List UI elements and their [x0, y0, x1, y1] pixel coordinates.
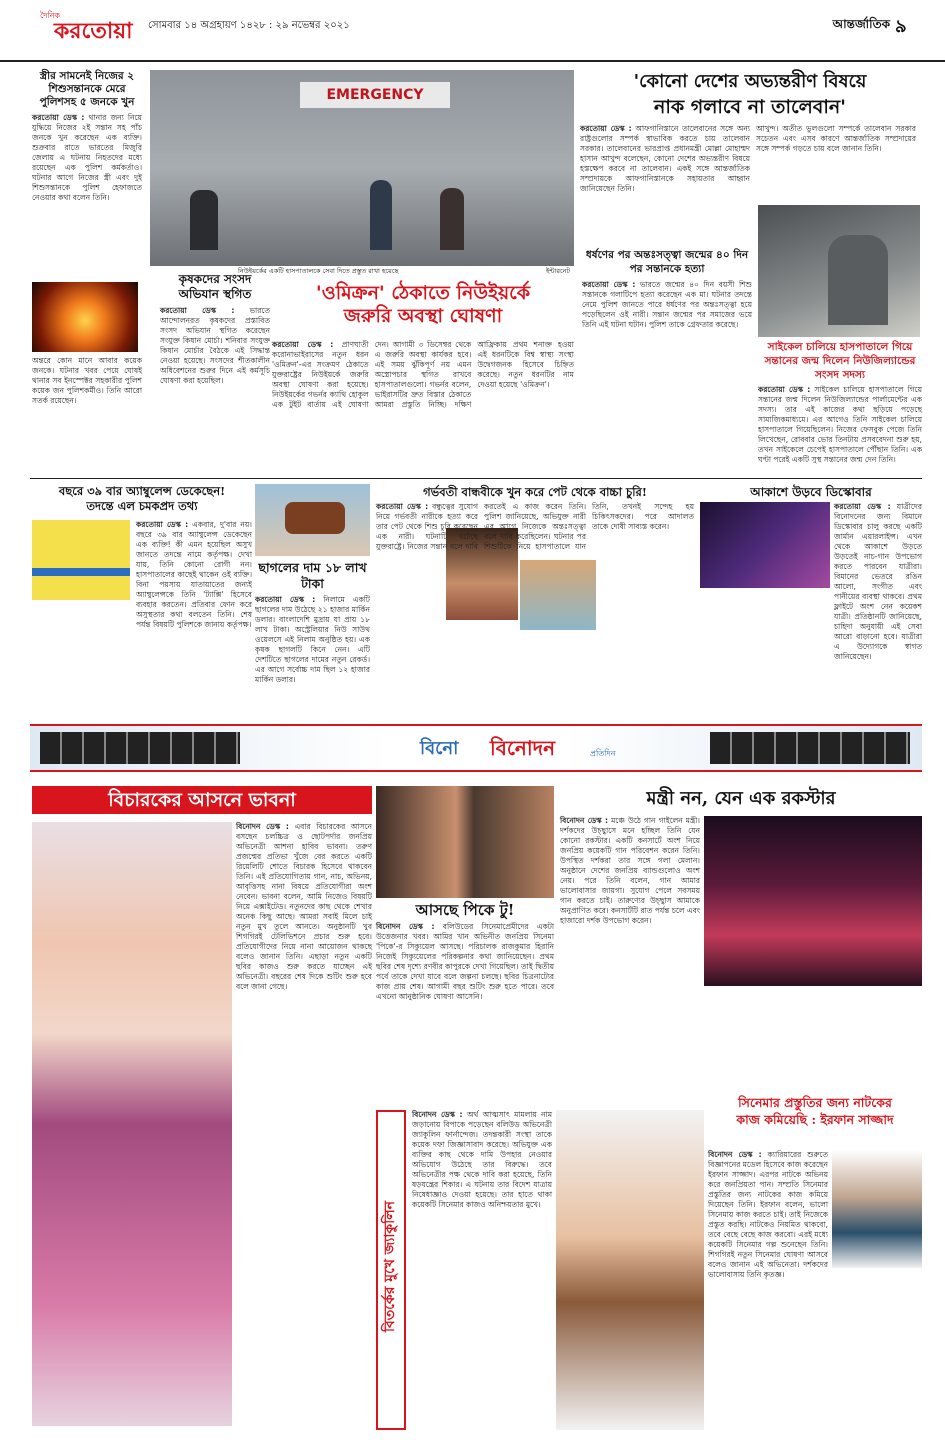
logo: [40, 10, 140, 46]
logo-text: করতোয়া: [54, 18, 133, 44]
story-taleban-headline-1: 'কোনো দেশের অভ্যন্তরীণ বিষয়ে: [633, 71, 867, 92]
logo-small: দৈনিক: [40, 11, 61, 20]
story-farmers-headline: কৃষকদের সংসদ অভিযান স্থগিত: [178, 272, 252, 301]
banner-sublabel: প্রতিদিন: [590, 749, 616, 758]
entertainment-banner: [30, 724, 922, 772]
page-number: ৯: [895, 16, 907, 37]
story-irfan-byline: বিনোদন ডেস্ক :: [708, 1150, 762, 1159]
story-irfan-text: [708, 1150, 828, 1432]
story-pk2-headline: আসছে পিকে টু!: [415, 901, 515, 919]
story-goat-headline: ছাগলের দাম ১৮ লাখ টাকা: [258, 560, 367, 591]
story-ambulance-body: একবার, দু'বার নয়। বছরে ৩৯ বার অ্যাম্বুলেন্স ডেকেছেন এক ব্যক্তি! কী এমন হয়েছিল অসুখ জানতে তদন্তে নামে কর্তৃপক্ষ। দেখা যায়, তিনি কোনো রোগী নন। হাসপাতালের কাছেই থাকেন ওই ব্যক্তি। বিনা পয়সায় যাতায়াতের জন্যই অ্যাম্বুলেন্সকে তিনি 'ট্যাক্সি' হিসেবে ব্যবহার করতেন। প্রতিবার ফোন করে অসুস্থতার কথা বলতেন তিনি। শেষ পর্যন্ত বিষয়টি পুলিশকে জানায় কর্তৃপক্ষ।: [136, 520, 252, 629]
story-farmers-body: ভারতে আন্দোলনরত কৃষকদের প্রস্তাবিত সংসদ অভিযান স্থগিত করেছেন সংযুক্ত কিষান মোর্চা। শনিবার সংযুক্ত কিষান মোর্চার বৈঠকে এই সিদ্ধান্ত নেওয়া হয়েছে। সংসদের শীতকালীন অধিবেশনের শুরুর দিনে এই কর্মসূচি ঘোষণা করা হয়েছিল।: [160, 306, 270, 385]
story-disco-body: যাত্রীদের বিনোদনের জন্য বিমানে ডিস্কোবার চালু করছে একটি জার্মান এয়ারলাইন্স। এখন থেকে আকাশে উড়তে উড়তেই নাচ-গান উপভোগ করতে পারবেন যাত্রীরা। বিমানের ভেতরে রঙিন আলো, সংগীত এবং পানীয়ের ব্যবস্থা থাকবে। প্রথম ফ্লাইটে অংশ নেন কয়েকশ যাত্রী। প্রতিষ্ঠানটি জানিয়েছে, চাহিদা অনুযায়ী এই সেবা আরো বাড়ানো হবে। যাত্রীরা এ উদ্যোগকে স্বাগত জানিয়েছেন।: [834, 502, 922, 661]
story-farmers: [160, 272, 270, 422]
story-pregnant-byline: করতোয়া ডেস্ক :: [376, 502, 429, 511]
story-taleban-body2: আখুন্দ। অতীত ভুলগুলো সম্পর্কে তালেবান সরকার সচেতন এবং এসব কারণে আন্তর্জাতিক সম্প্রদায়ের সঙ্গে সম্পর্ক গড়তে চায় বলে জানান তিনি।: [756, 124, 916, 153]
section-label: আন্তর্জাতিক: [832, 17, 890, 31]
story-disco-headline: আকাশে উড়বে ডিস্কোবার: [750, 485, 872, 499]
emergency-photo: [150, 70, 574, 266]
story-cycle-mp-body: সাইকেল চালিয়ে হাসপাতালে গিয়ে সন্তানের জন্ম দিলেন নিউজিল্যান্ডের পার্লামেন্টের এক সদস্য। তার এই কাজের কথা ছড়িয়ে পড়েছে সামাজিকমাধ্যমে। এর আগেও তিনি সাইকেল চালিয়ে হাসপাতালে গিয়েছিলেন। নিজের ফেসবুক পেজে তিনি লিখেছেন, রোববার ভোর তিনটায় প্রসববেদনা শুরু হয়, তখন সাইকেলে চেপেই হাসপাতালে পৌঁছান তিনি। এক ঘণ্টা পরেই একটি সুস্থ সন্তানের জন্ম দেন তিনি।: [758, 385, 922, 464]
film-strip-left: [40, 732, 240, 764]
concert-photo: [704, 816, 922, 986]
story-newborn-headline: ধর্ষণের পর অন্তঃসত্ত্বা জন্মের ৪০ দিন পর সন্তানকে হত্যা: [585, 249, 749, 275]
story-disco-byline: করতোয়া ডেস্ক :: [834, 502, 891, 511]
pk-photo: [376, 786, 554, 898]
story-newborn-byline: করতোয়া ডেস্ক :: [582, 280, 636, 289]
story-omicron-headline-2: জরুরি অবস্থা ঘোষণা: [343, 305, 503, 327]
story-omicron-body: প্রাণঘাতী করোনাভাইরাসের নতুন ধরন 'ওমিক্রন'-এর সংক্রমণ ঠেকাতে যুক্তরাষ্ট্রের নিউইয়র্কে জরুরি অবস্থা ঘোষণা করা হয়েছে। নিউইয়র্কের গভর্নর ক্যাথি হোকুল এক টুইট বার্তায় এই ঘোষণা দেন। আগামী ৩ ডিসেম্বর থেকে এ জরুরি অবস্থা কার্যকর হবে। এই সময় ঝুঁকিপূর্ণ নয় এমন অস্ত্রোপচার স্থগিত রাখবে হাসপাতালগুলো। গভর্নর বলেন, ভাইরাসটির দ্রুত বিস্তার ঠেকাতে আমরা প্রস্তুতি নিচ্ছি। দক্ষিণ আফ্রিকায় প্রথম শনাক্ত হওয়া এই ধরনটিকে বিশ্ব স্বাস্থ্য সংস্থা উদ্বেগজনক হিসেবে চিহ্নিত করেছে। নতুন ধরনটির নাম দেওয়া হয়েছে 'ওমিক্রন'।: [272, 340, 574, 409]
story-ambulance-text: [136, 520, 252, 629]
goat-image: [255, 484, 370, 556]
story-vabona-text: [236, 822, 372, 1422]
story-cycle-mp-byline: করতোয়া ডেস্ক :: [758, 385, 811, 394]
story-omicron-text: [272, 340, 574, 470]
story-murder-byline: করতোয়া ডেস্ক :: [32, 113, 85, 122]
masthead: [0, 0, 945, 62]
story-pk2: [376, 900, 554, 920]
date-line: সোমবার ১৪ অগ্রহায়ণ ১৪২৮ : ২৯ নভেম্বর ২০২১: [148, 20, 350, 31]
film-strip-right: [710, 732, 910, 764]
jacqueline-photo: [556, 1110, 704, 1430]
ambulance-image: [32, 520, 130, 600]
story-cycle-mp-headline: সাইকেল চালিয়ে হাসপাতালে গিয়ে সন্তানের জন্ম দিলেন নিউজিল্যান্ডের সংসদ সদস্য: [764, 341, 916, 381]
banner-label-right: বিনোদন: [490, 736, 556, 760]
jacqueline-vertical-head: [376, 1110, 406, 1430]
story-vabona-body: এবার বিচারকের আসনে বসছেন চলচ্চিত্র ও ছোটপর্দার জনপ্রিয় অভিনেত্রী আশনা হাবিব ভাবনা। তরুণ প্রজন্মের প্রতিভা খুঁজে বের করতে একটি রিয়েলিটি শোতে বিচারক হিসেবে থাকবেন তিনি। এই প্রতিযোগিতায় গান, নাচ, অভিনয়, আবৃত্তিসহ নানা বিষয়ে প্রতিযোগীরা অংশ নেবেন। ভাবনা বলেন, আমি নিজেও বিষয়টি নিয়ে এক্সাইটেড। নতুনদের কাছ থেকে শেখার অনেক কিছু আছে। আমরা সবাই মিলে চাই নতুন মুখ তুলে আনতে। অনুষ্ঠানটি খুব শিগগিরই টেলিভিশনে প্রচার শুরু হবে। প্রতিযোগীদের নিয়ে নানা আয়োজন থাকছে বলেও জানান তিনি। এছাড়া নতুন একটি ছবির কাজও শুরু করতে যাচ্ছেন এই অভিনেত্রী। বছরের শেষ দিকে শুটিং শুরু হবে বলে জানা গেছে।: [236, 822, 372, 991]
story-minister-headline: মন্ত্রী নন, যেন এক রকস্টার: [646, 788, 836, 809]
story-taleban-byline: করতোয়া ডেস্ক :: [580, 124, 632, 133]
story-murder-headline: স্ত্রীর সামনেই নিজের ২ শিশুসন্তানকে মেরে পুলিশসহ ৫ জনকে খুন: [39, 70, 135, 108]
photo-credit: ইন্টারনেট: [546, 267, 570, 275]
story-murder-body: থানার জন্য নিয়ে যুদ্ধিয়ে নিজের ২ই সন্তান সহ পাঁচ জনকে খুন করেছেন এক ব্যক্তি। শুক্রবার রাতে ভারতের মিজুরি জেলায় এ ঘটনায় নিহতদের মধ্যে রয়েছেন এক পুলিশ কর্মকর্তাও। ঘটনার আগে নিজের স্ত্রী এবং দুই শিশুসন্তানকে পুলিশ হেফাজতে নেওয়ার কথা বলেন তিনি।: [32, 113, 142, 202]
story-taleban-body: আফগানিস্তানে তালেবানের সঙ্গে অন্য রাষ্ট্রগুলোর সম্পর্ক স্বাভাবিক করতে চায় তালেবান সরকার। তালেবানের ভারপ্রাপ্ত প্রধানমন্ত্রী মোল্লা মোহাম্মদ হাসান আখুন্দ বলেছেন, কোনো দেশের অভ্যন্তরীণ বিষয়ে হস্তক্ষেপ করবে না তালেবান। একই সঙ্গে আন্তর্জাতিক সম্প্রদায়কে আফগানিস্তানকে সহায়তার আহ্বান জানিয়েছেন তিনি।: [580, 124, 750, 193]
story-pk2-body: বলিউডের সিনেমাপ্রেমীদের একটা উত্তেজনার খবর। আমির খান অভিনীত জনপ্রিয় সিনেমা 'পিকে'-র সিক্যুয়েল আসছে। পরিচালক রাজকুমার হিরানি নিজেই সিক্যুয়েলের পরিকল্পনার কথা জানিয়েছেন। প্রথম ছবির শেষ দৃশ্যে রণবীর কাপুরকে দেখা গিয়েছিল। তাই দ্বিতীয় পর্বে তাকে দেখা যাবে বলে জল্পনা চলছে। ছবির চিত্রনাট্যের কাজ প্রায় শেষ। আগামী বছর শুটিং শুরু হতে পারে। তবে এখনো আনুষ্ঠানিক ঘোষণা আসেনি।: [376, 922, 554, 1001]
story-irfan-headline-1: সিনেমার প্রস্তুতির জন্য নাটকের: [738, 1095, 892, 1110]
fire-story-body: অন্তরে কোন মানে আবার কয়েক জনকে। ঘটনার খবর পেয়ে ঘোষই থানার সব ইনস্পেক্টর সহকারীর পুলিশ কয়েক জন পুলিশকর্মীও। তিনি আরো সতর্ক রয়েছেন।: [32, 356, 142, 405]
banner-label-left: বিনো: [420, 738, 459, 759]
disco-photo: [700, 502, 830, 588]
photo-caption: নিউইয়র্কের একটি হাসপাতালকে সেবা দিতে প্রস্তুত রাখা হয়েছে: [238, 267, 399, 275]
story-omicron-byline: করতোয়া ডেস্ক :: [272, 340, 334, 349]
story-jacqueline-body: অর্থ আত্মসাৎ মামলায় নাম জড়ানোয় বিপাকে পড়েছেন বলিউড অভিনেত্রী জ্যাকুলিন ফার্নান্দেজ। তদন্তকারী সংস্থা তাকে কয়েক দফা জিজ্ঞাসাবাদ করেছে। অভিযুক্ত এক ব্যক্তির কাছ থেকে দামি উপহার নেওয়ার অভিযোগ উঠেছে তার বিরুদ্ধে। তবে অভিনেত্রীর পক্ষ থেকে দাবি করা হয়েছে, তিনি ষড়যন্ত্রের শিকার। এ ঘটনায় তার বিদেশ যাত্রায় নিষেধাজ্ঞাও দেওয়া হয়েছে। তার হাতে থাকা কয়েকটি সিনেমার কাজও অনিশ্চয়তার মুখে।: [412, 1110, 553, 1209]
story-goat: [255, 560, 370, 720]
story-irfan: [708, 1094, 922, 1154]
story-jacqueline-byline: বিনোদন ডেস্ক :: [412, 1110, 463, 1119]
story-vabona-headline: বিচারকের আসনে ভাবনা: [32, 786, 372, 814]
story-jacqueline-text: [412, 1110, 552, 1430]
story-pk2-byline: বিনোদন ডেস্ক :: [376, 922, 435, 931]
story-irfan-headline-2: কাজ কমিয়েছি : ইরফান সাজ্জাদ: [736, 1112, 894, 1127]
vabona-photo: [32, 822, 232, 1426]
jacqueline-headline: বিতর্কের মুখে জ্যাকুলিন: [382, 1201, 398, 1333]
story-newborn-body: ভারতে জন্মের ৪০ দিন বয়সী শিশু সন্তানকে গলাটিপে হত্যা করেছেন এক মা। ঘটনার তদন্তে নেমে পুলিশ জানতে পারে ধর্ষণের পর অন্তঃসত্ত্বা হয়ে পড়েছিলেন ওই নারী। সন্তান জন্মের পর সমাজের ভয়ে তিনি এই ঘটনা ঘটান। পুলিশ তাকে গ্রেফতার করেছে।: [582, 280, 752, 329]
story-pregnant-body: বন্ধুত্বের সুযোগ নিয়ে গর্ভবতী নারীকে হত্যা করে তার পেট থেকে শিশু চুরি করেছেন এক নারী। ঘটনাটি ঘটেছে যুক্তরাষ্ট্রে। নিজের সন্তান বলে দাবি করতেই এ কাজ করেন তিনি। পুলিশ জানিয়েছে, অভিযুক্ত নারী এর আগে নিজেকে অন্তঃসত্ত্বা বলে দাবি করেছিলেন। ঘটনার পর শিশুটিকে নিয়ে হাসপাতালে যান তিনি, তখনই সন্দেহ হয় চিকিৎসকদের। পরে আদালত তাকে দোষী সাব্যস্ত করেন।: [376, 502, 694, 551]
story-ambulance-headline-1: বছরে ৩৯ বার অ্যাম্বুলেন্স ডেকেছেন!: [58, 484, 226, 498]
story-pk2-text: [376, 922, 554, 1018]
story-minister-body: মঞ্চে উঠে গান গাইলেন মন্ত্রী। দর্শকদের উচ্ছ্বাসে মনে হচ্ছিল তিনি যেন কোনো রকস্টার। একটি কনসার্টে অংশ নিয়ে জনপ্রিয় কয়েকটি গান পরিবেশন করেন তিনি। উপস্থিত দর্শকরা তার সঙ্গে গলা মেলান। অনুষ্ঠানে দেশের জনপ্রিয় ব্যান্ডগুলোও অংশ নেয়। পরে তিনি বলেন, গান আমার ভালোবাসার জায়গা। সুযোগ পেলে সবসময় গান করতে চাই। তারুণ্যের উচ্ছ্বাস আমাকে অনুপ্রাণিত করে। কনসার্টটি রাত পর্যন্ত চলে এবং হাজারো দর্শক উপভোগ করেন।: [560, 816, 700, 925]
story-goat-body: নিলামে একটি ছাগলের দাম উঠেছে ২১ হাজার মার্কিন ডলার। বাংলাদেশি মুদ্রায় যা প্রায় ১৮ লাখ টাকা। অস্ট্রেলিয়ার নিউ সাউথ ওয়েলসে এই নিলাম অনুষ্ঠিত হয়। এক কৃষক ছাগলটি কিনে নেন। এটি দেশটিতে ছাগলের দামের নতুন রেকর্ড। এর আগে সর্বোচ্চ দাম ছিল ১২ হাজার মার্কিন ডলার।: [255, 595, 370, 684]
story-pregnant-headline: গর্ভবতী বান্ধবীকে খুন করে পেট থেকে বাচ্চা চুরি!: [423, 485, 647, 499]
story-goat-byline: করতোয়া ডেস্ক :: [255, 595, 316, 604]
story-cycle-mp: [758, 340, 922, 480]
story-omicron-headline-1: 'ওমিক্রন' ঠেকাতে নিউইয়র্কে: [315, 282, 531, 304]
story-minister-text: [560, 816, 700, 1086]
story-minister-byline: বিনোদন ডেস্ক :: [560, 816, 609, 825]
fire-hand-image: [32, 282, 138, 352]
story-ambulance-headline-2: তদন্তে এল চমকপ্রদ তথ্য: [86, 499, 198, 513]
story-taleban-headline-2: নাক গলাবে না তালেবান': [654, 96, 846, 118]
emergency-sign: EMERGENCY: [300, 82, 450, 108]
story-pregnant-text: [376, 502, 694, 716]
cyclist-photo: [758, 205, 920, 337]
story-newborn: [582, 248, 752, 480]
irfan-photo: [832, 1150, 922, 1268]
story-ambulance-byline: করতোয়া ডেস্ক :: [136, 520, 189, 529]
story-vabona-byline: বিনোদন ডেস্ক :: [236, 822, 289, 831]
story-irfan-body: ক্যারিয়ারের শুরুতে বিজ্ঞাপনের মডেল হিসেবে কাজ করেছেন ইরফান সাজ্জাদ। এরপর নাটকে অভিনয় করে জনপ্রিয়তা পান। সম্প্রতি সিনেমার প্রস্তুতির জন্য নাটকের কাজ কমিয়ে দিয়েছেন তিনি। ইরফান বলেন, ভালো সিনেমায় কাজ করতে চাই। তাই নিজেকে প্রস্তুত করছি। নাটকেও নিয়মিত থাকবো, তবে বেছে বেছে কাজ করবো। এরই মধ্যে কয়েকটি সিনেমার গল্প শুনেছেন তিনি। শিগগিরই নতুন সিনেমার ঘোষণা আসবে বলেও জানান এই অভিনেতা। দর্শকদের ভালোবাসায় তিনি কৃতজ্ঞ।: [708, 1150, 829, 1279]
story-farmers-byline: করতোয়া ডেস্ক :: [160, 306, 235, 315]
story-disco-text: [834, 502, 922, 716]
